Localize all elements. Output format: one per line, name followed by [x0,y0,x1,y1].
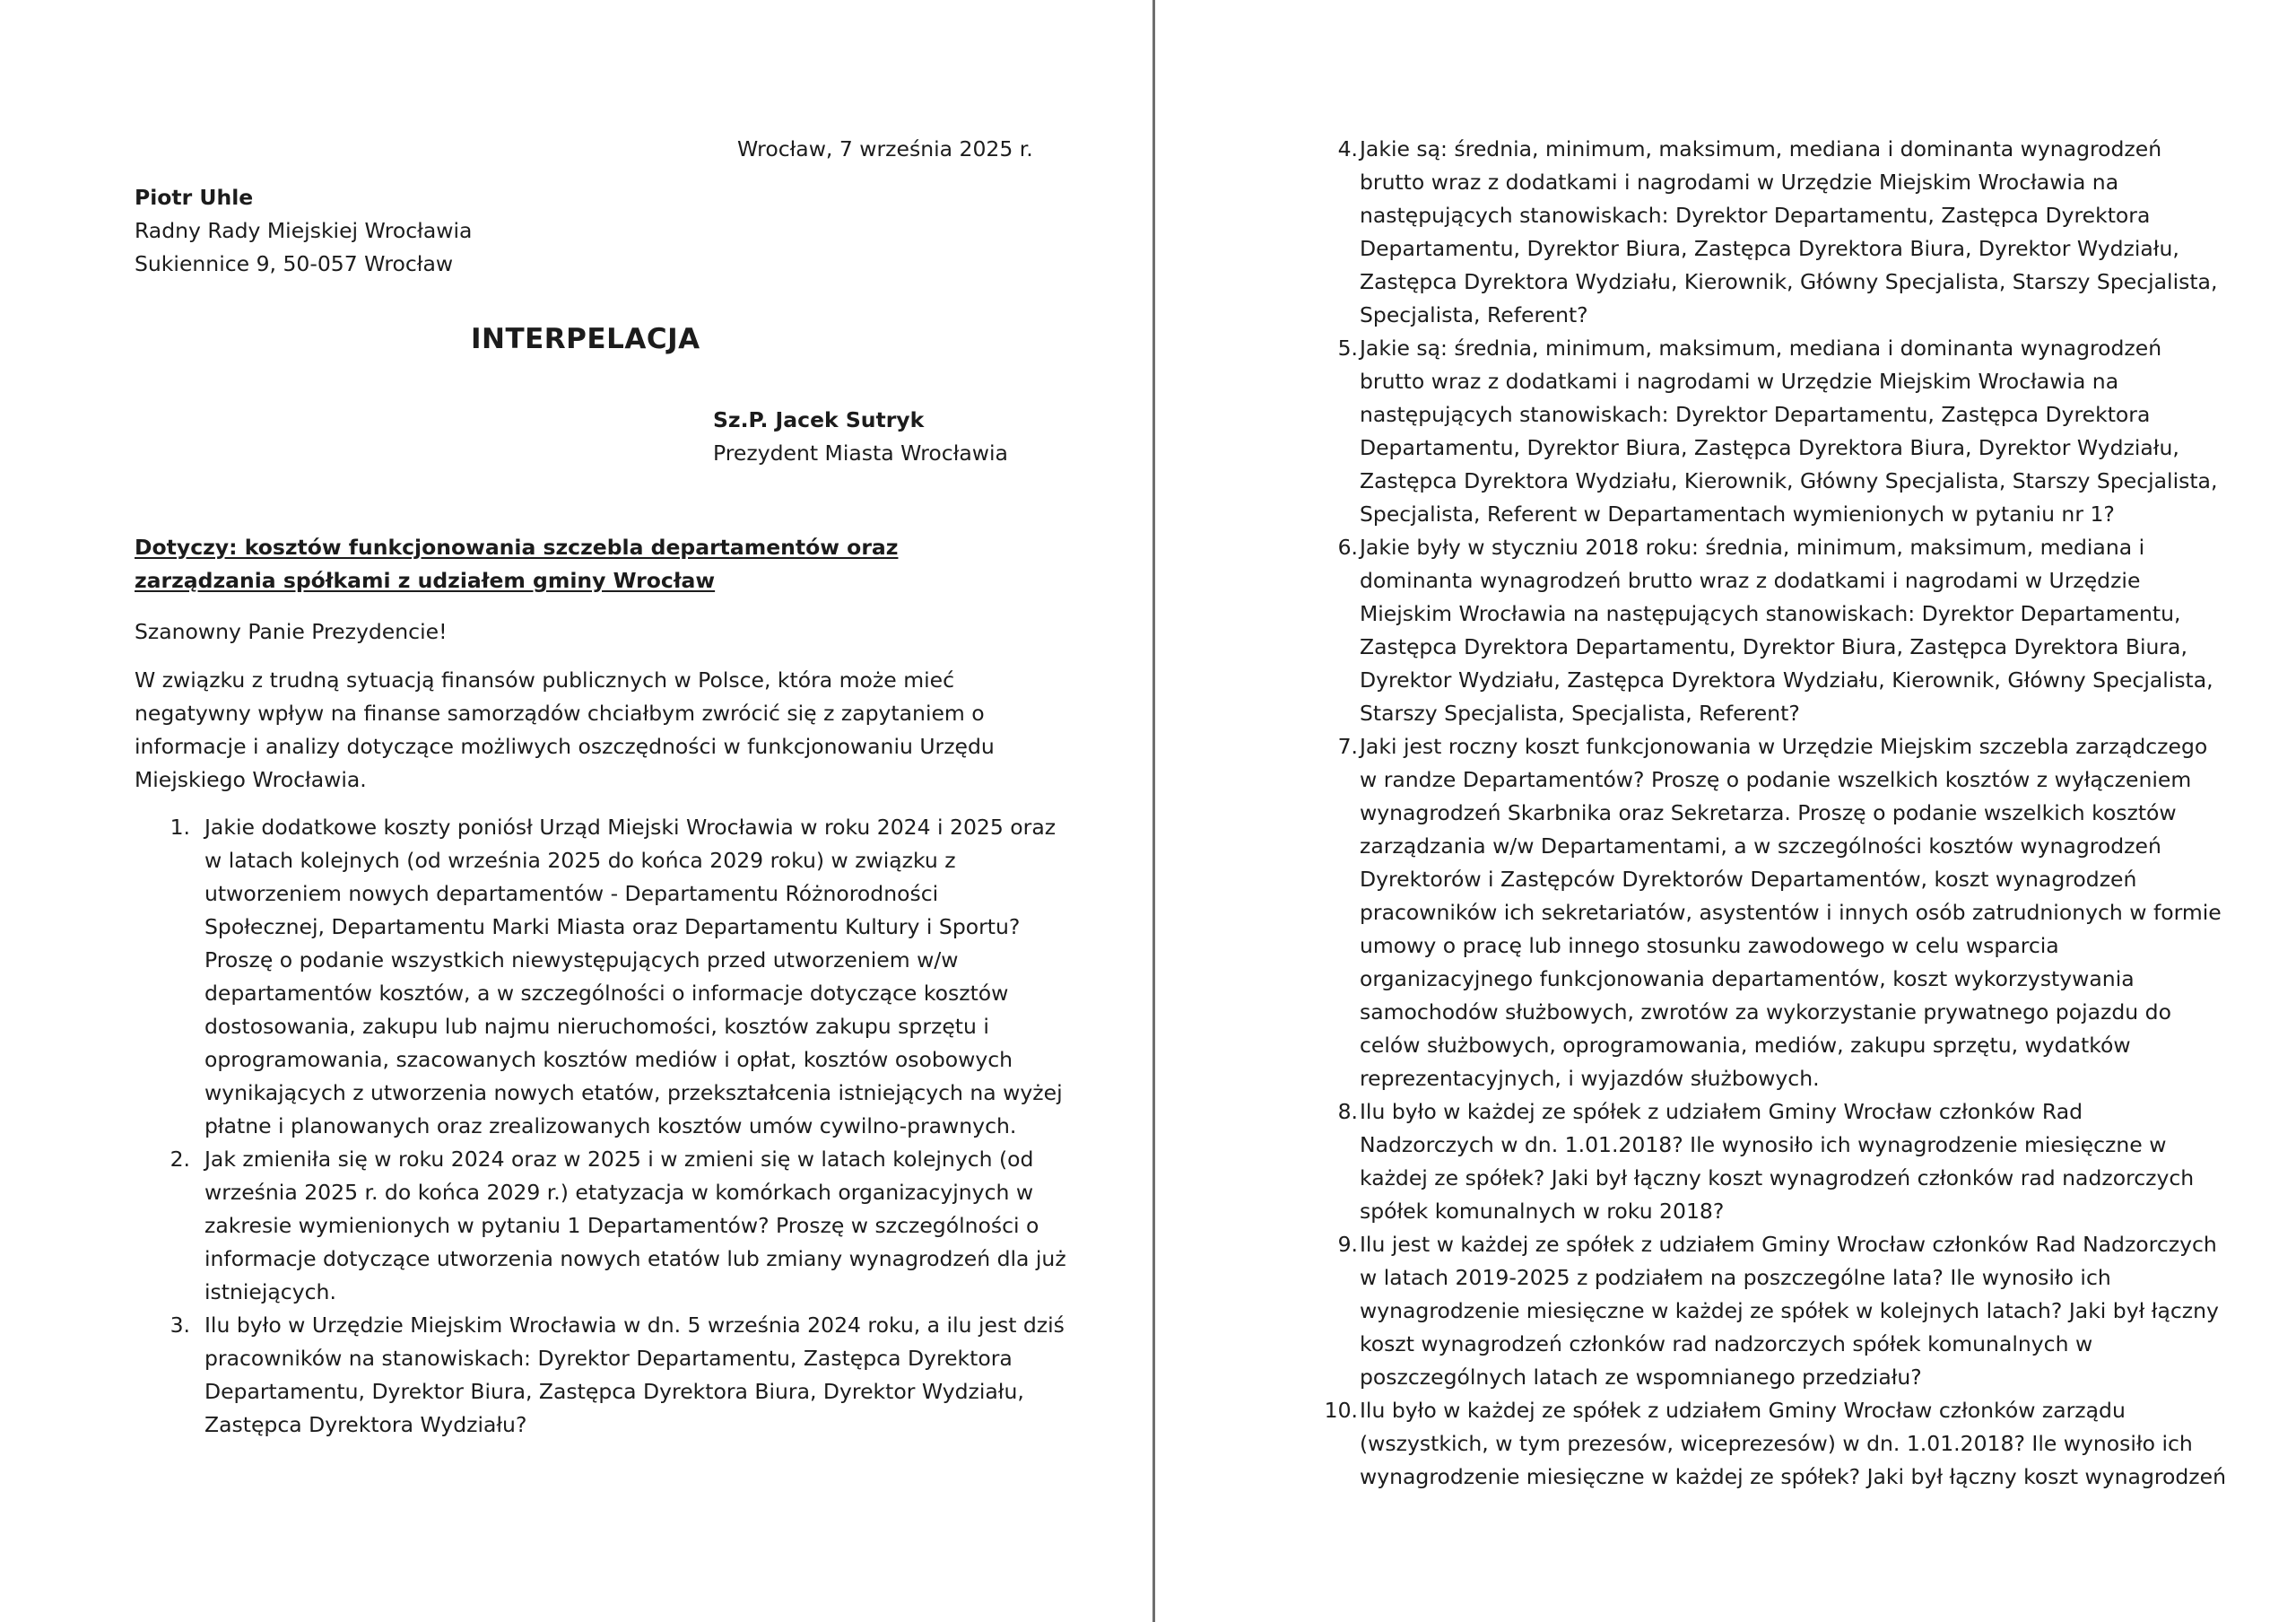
list-item-text: Jakie są: średnia, minimum, maksimum, mediana i dominanta wynagrodzeń brutto wraz z dodatkami i nagrodami w Urzędzie Miejskim Wrocławia na następujących stanowiskach: Dyrektor Departamentu, Zastępca Dyrektora Departamentu, Dyrektor Biura, Zastępca Dyrektora Biura, Dyrektor Wydziału, Zastępca Dyrektora Wydziału, Kierownik, Główny Specjalista, Starszy Specjalista, Specjalista, Referent w Departamentach wymienionych w pytaniu nr 1? [1360,336,2218,527]
list-item-text: Jak zmieniła się w roku 2024 oraz w 2025 i w zmieni się w latach kolejnych (od września 2025 r. do końca 2029 r.) etatyzacja w komórkach organizacyjnych w zakresie wymienionych w pytaniu 1 Departamentów? Proszę w szczególności o informacje dotyczące utworzenia nowych etatów lub zmiany wynagrodzeń dla już istniejących. [204,1147,1066,1304]
list-item-number: 3. [170,1312,190,1338]
list-item-number: 10. [1324,1398,1358,1423]
list-item-text: Ilu jest w każdej ze spółek z udziałem Gminy Wrocław członków Rad Nadzorczych w latach 2019-2025 z podziałem na poszczególne lata? Ile wynosiło ich wynagrodzenie miesięczne w każdej ze spółek w kolejnych latach? Jaki był łączny koszt wynagrodzeń członków rad nadzorczych spółek komunalnych w poszczególnych latach ze wspomnianego przedziału? [1360,1232,2219,1390]
list-item-text: Ilu było w Urzędzie Miejskim Wrocławia w dn. 5 września 2024 roku, a ilu jest dziś pracowników na stanowiskach: Dyrektor Departamentu, Zastępca Dyrektora Departamentu, Dyrektor Biura, Zastępca Dyrektora Biura, Dyrektor Wydziału, Zastępca Dyrektora Wydziału? [204,1312,1065,1437]
list-item-text: Jakie są: średnia, minimum, maksimum, mediana i dominanta wynagrodzeń brutto wraz z dodatkami i nagrodami w Urzędzie Miejskim Wrocławia na następujących stanowiskach: Dyrektor Departamentu, Zastępca Dyrektora Departamentu, Dyrektor Biura, Zastępca Dyrektora Biura, Dyrektor Wydziału, Zastępca Dyrektora Wydziału, Kierownik, Główny Specjalista, Starszy Specjalista, Specjalista, Referent? [1360,136,2218,327]
author-title: Radny Rady Miejskiej Wrocławia [135,218,473,243]
author-address: Sukiennice 9, 50-057 Wrocław [135,251,454,276]
list-item-number: 5. [1337,336,1358,361]
list-item-text: Jaki jest roczny koszt funkcjonowania w Urzędzie Miejskim szczebla zarządczego w randze Departamentów? Proszę o podanie wszelkich kosztów z wyłączeniem wynagrodzeń Skarbnika oraz Sekretarza. Proszę o podanie wszelkich kosztów zarządzania w/w Departamentami, a w szczególności kosztów wynagrodzeń Dyrektorów i Zastępców Dyrektorów Departamentów, koszt wynagrodzeń pracowników ich sekretariatów, asystentów i innych osób zatrudnionych w formie umowy o pracę lub innego stosunku zawodowego w celu wsparcia organizacyjnego funkcjonowania departamentów, koszt wykorzystywania samochodów służbowych, zwrotów za wykorzystanie prywatnego pojazdu do celów służbowych, oprogramowania, mediów, zakupu sprzętu, wydatków reprezentacyjnych, i wyjazdów służbowych. [1360,734,2222,1091]
list-item-text: Jakie dodatkowe koszty poniósł Urząd Miejski Wrocławia w roku 2024 i 2025 oraz w latach kolejnych (od września 2025 do końca 2029 roku) w związku z utworzeniem nowych departamentów - Departamentu Różnorodności Społecznej, Departamentu Marki Miasta oraz Departamentu Kultury i Sportu? Proszę o podanie wszystkich niewystępujących przed utworzeniem w/w departamentów kosztów, a w szczególności o informacje dotyczące kosztów dostosowania, zakupu lub najmu nieruchomości, kosztów zakupu sprzętu i oprogramowania, szacowanych kosztów mediów i opłat, kosztów osobowych wynikających z utworzenia nowych etatów, przekształcenia istniejących na wyżej płatne i planowanych oraz zrealizowanych kosztów umów cywilno-prawnych. [204,815,1063,1138]
author-name: Piotr Uhle [135,185,254,210]
list-item-text: Jakie były w styczniu 2018 roku: średnia, minimum, maksimum, mediana i dominanta wynagrodzeń brutto wraz z dodatkami i nagrodami w Urzędzie Miejskim Wrocławia na następujących stanowiskach: Dyrektor Departamentu, Zastępca Dyrektora Departamentu, Dyrektor Biura, Zastępca Dyrektora Biura, Dyrektor Wydziału, Zastępca Dyrektora Wydziału, Kierownik, Główny Specjalista, Starszy Specjalista, Specjalista, Referent? [1360,535,2213,726]
list-item-number: 6. [1337,535,1358,560]
list-item-number: 7. [1337,734,1358,759]
list-item-number: 2. [170,1147,190,1172]
list-item-number: 8. [1337,1099,1358,1124]
greeting: Szanowny Panie Prezydencie! [135,619,448,644]
page-divider [1152,0,1155,1622]
list-item-number: 1. [170,815,190,840]
document-title: INTERPELACJA [471,323,700,355]
intro-paragraph: W związku z trudną sytuacją finansów publicznych w Polsce, która może mieć negatywny wpływ na finanse samorządów chciałbym zwrócić się z zapytaniem o informacje i analizy dotyczące możliwych oszczędności w funkcjonowaniu Urzędu Miejskiego Wrocławia. [135,667,995,792]
recipient-name: Sz.P. Jacek Sutryk [713,407,925,432]
list-item-text: Ilu było w każdej ze spółek z udziałem Gminy Wrocław członków zarządu (wszystkich, w tym prezesów, wiceprezesów) w dn. 1.01.2018? Ile wynosiło ich wynagrodzenie miesięczne w każdej ze spółek? Jaki był łączny koszt wynagrodzeń [1360,1398,2226,1489]
subject-line: Dotyczy: kosztów funkcjonowania szczebla departamentów oraz zarządzania spółkami z udziałem gminy Wrocław [135,535,899,593]
list-item-text: Ilu było w każdej ze spółek z udziałem Gminy Wrocław członków Rad Nadzorczych w dn. 1.01.2018? Ile wynosiło ich wynagrodzenie miesięczne w każdej ze spółek? Jaki był łączny koszt wynagrodzeń członków rad nadzorczych spółek komunalnych w roku 2018? [1360,1099,2195,1224]
place-date: Wrocław, 7 września 2025 r. [737,136,1033,161]
list-item-number: 4. [1337,136,1358,161]
recipient-title: Prezydent Miasta Wrocławia [713,440,1008,466]
list-item-number: 9. [1337,1232,1358,1257]
